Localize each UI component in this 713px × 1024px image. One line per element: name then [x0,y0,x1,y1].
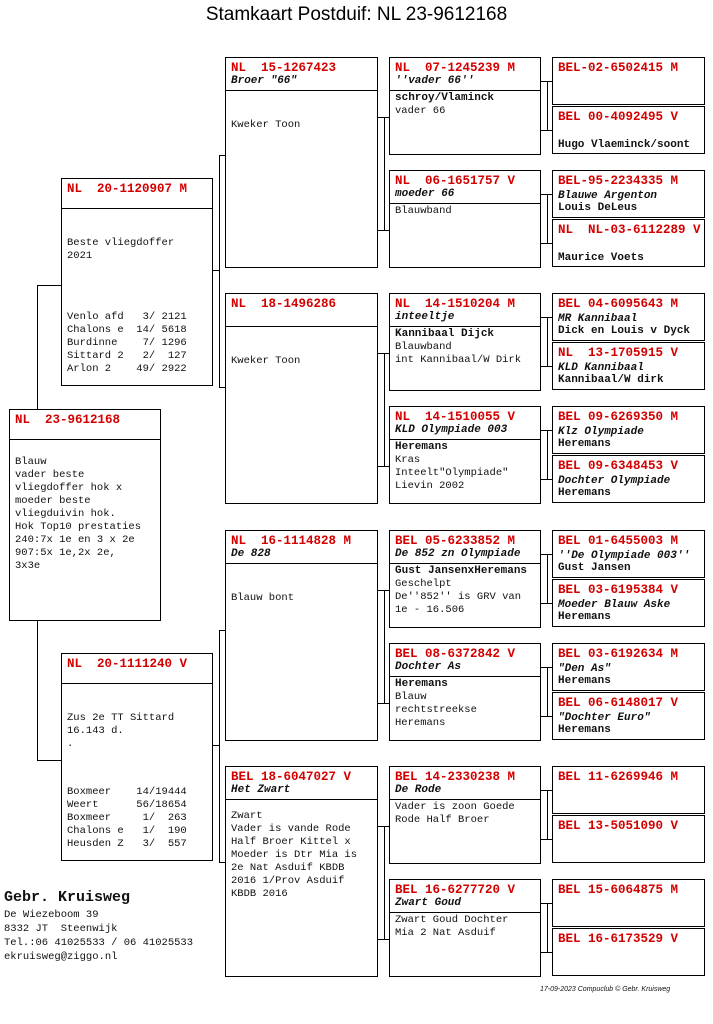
great-grandparent-header [390,58,540,91]
great-grandparent-notes [390,800,540,827]
note-line: rechtstreekse [395,704,477,716]
connector-line [219,155,225,156]
ancestor-details [553,833,704,835]
dam-ring: NL 20-1111240 V [67,657,188,671]
note-line: int Kannibaal/W Dirk [395,354,522,366]
note-line: Lievin 2002 [395,480,465,492]
breeder-address: De Wiezeboom 39 [4,909,99,921]
connector-line [547,130,552,131]
connector-line [547,903,548,952]
great-grandparent-name: Dochter As [395,661,462,673]
ancestor-name: Klz Olympiade [558,426,644,438]
result-line: Heusden Z 3/ 557 [67,838,187,850]
connector-line [547,903,552,904]
great-grandparent-card [389,643,541,741]
ancestor-card [552,106,705,154]
ancestor-card [552,928,705,976]
note-line: vliegduivin hok. [15,508,116,520]
ancestor-owner: Louis DeLeus [558,202,638,214]
great-grandparent-name: KLD Olympiade 003 [395,424,508,436]
connector-line [547,194,548,243]
great-grandparent-ring: BEL 16-6277720 V [395,883,516,897]
note-line: Zwart Goud Dochter [395,914,509,926]
note-line: Kweker Toon [231,355,301,367]
connector-line [384,826,389,827]
note-line: Beste vliegdoffer [67,237,175,249]
great-grandparent-name: Zwart Goud [395,897,462,909]
great-grandparent-name: moeder 66 [395,188,455,200]
ancestor-ring: BEL 09-6348453 V [558,459,679,473]
great-grandparent-notes [390,91,540,118]
connector-line [219,630,225,631]
ancestor-card [552,643,705,691]
note-line: Kras [395,454,421,466]
connector-line [547,430,552,431]
footer-credit: 17-09-2023 Compuclub © Gebr. Kruisweg [540,986,671,993]
ancestor-ring: BEL 13-5051090 V [558,819,679,833]
ancestor-ring: BEL 00-4092495 V [558,110,679,124]
connector-line [219,155,220,387]
sire-card [61,178,213,386]
ancestor-name: Blauwe Argenton [558,190,658,202]
grandparent-notes [226,564,377,605]
ancestor-card [552,455,705,503]
connector-line [547,317,548,366]
note-line: Vader is vande Rode [231,823,351,835]
connector-line [384,590,385,703]
sire-header [62,179,212,209]
dam-results [62,782,192,851]
note-line: 907:5x 1e,2x 2e, [15,547,116,559]
great-grandparent-header [390,294,540,327]
ancestor-details [553,661,704,687]
ancestor-ring: BEL 04-6095643 M [558,297,679,311]
connector-line [547,790,548,839]
connector-line [547,317,552,318]
great-grandparent-owner: schroy/Vlaminck [395,92,495,104]
great-grandparent-notes [390,327,540,367]
dam-card [61,653,213,861]
connector-line [219,387,225,388]
note-line: Blauw [15,456,47,468]
ancestor-details [553,710,704,736]
great-grandparent-ring: BEL 05-6233852 M [395,534,516,548]
note-line: Heremans [395,717,446,729]
grandparent-notes [226,800,377,901]
main-bird-card [9,409,161,621]
connector-line [219,630,220,862]
grandparent-header [226,767,377,800]
ancestor-card [552,579,705,627]
sire-notes [62,209,212,263]
great-grandparent-notes [390,564,540,617]
grandparent-notes [226,327,377,368]
ancestor-card [552,692,705,740]
ancestor-name: Dochter Olympiade [558,475,671,487]
connector-line [547,81,548,130]
note-line: De''852'' is GRV van [395,591,522,603]
great-grandparent-card [389,293,541,391]
ancestor-card [552,530,705,578]
ancestor-ring: BEL 11-6269946 M [558,770,679,784]
ancestor-name: Moeder Blauw Aske [558,599,671,611]
connector-line [547,243,552,244]
grandparent-card [225,293,378,504]
connector-line [219,862,225,863]
note-line: 3x3e [15,560,41,572]
grandparent-header [226,58,377,91]
result-line: Venlo afd 3/ 2121 [67,311,187,323]
ancestor-ring: BEL 15-6064875 M [558,883,679,897]
great-grandparent-card [389,530,541,628]
connector-line [384,117,385,230]
breeder-phone: Tel.:06 41025533 / 06 41025533 [4,937,194,949]
great-grandparent-card [389,879,541,977]
dam-header [62,654,212,684]
main-bird-notes [10,440,160,573]
ancestor-ring: BEL 03-6192634 M [558,647,679,661]
grandparent-card [225,57,378,268]
connector-line [547,716,552,717]
grandparent-name: De 828 [231,548,271,560]
ancestor-details [553,311,704,337]
connector-line [384,353,389,354]
great-grandparent-owner: Heremans [395,441,448,453]
note-line: Kweker Toon [231,119,301,131]
note-line: 2021 [67,250,93,262]
great-grandparent-owner: Kannibaal Dijck [395,328,495,340]
grandparent-ring: BEL 18-6047027 V [231,770,352,784]
ancestor-details [553,360,704,386]
note-line: vader 66 [395,105,446,117]
ancestor-details [553,124,704,151]
great-grandparent-header [390,880,540,913]
connector-line [384,117,389,118]
great-grandparent-ring: NL 06-1651757 V [395,174,516,188]
ancestor-ring: BEL 16-6173529 V [558,932,679,946]
ancestor-details [553,188,704,214]
connector-line [547,603,552,604]
great-grandparent-notes [390,913,540,940]
great-grandparent-card [389,406,541,504]
note-line: Moeder is Dtr Mia is [231,849,358,861]
note-line: Vader is zoon Goede [395,801,515,813]
grandparent-ring: NL 16-1114828 M [231,534,352,548]
ancestor-card [552,342,705,390]
ancestor-card [552,879,705,927]
ancestor-card [552,766,705,814]
note-line: Half Broer Kittel x [231,836,351,848]
note-line: Blauwband [395,341,452,353]
dam-notes [62,684,212,751]
great-grandparent-owner: Heremans [395,678,448,690]
ancestor-owner: Gust Jansen [558,562,631,574]
ancestor-ring: NL 13-1705915 V [558,346,679,360]
result-line: Sittard 2 2/ 127 [67,350,187,362]
great-grandparent-notes [390,440,540,493]
connector-line [547,81,552,82]
ancestor-ring: BEL-95-2234335 M [558,174,679,188]
note-line: 2e Nat Asduif KBDB [231,862,345,874]
grandparent-card [225,530,378,741]
connector-line [547,194,552,195]
breeder-name: Gebr. Kruisweg [4,889,131,906]
ancestor-details [553,597,704,623]
note-line: moeder beste [15,495,91,507]
connector-line [384,466,389,467]
great-grandparent-name: De 852 zn Olympiade [395,548,521,560]
ancestor-name: MR Kannibaal [558,313,638,325]
ancestor-details [553,424,704,450]
ancestor-details [553,75,704,77]
grandparent-name: Het Zwart [231,784,291,796]
great-grandparent-ring: NL 14-1510055 V [395,410,516,424]
sire-ring: NL 20-1120907 M [67,182,188,196]
ancestor-card [552,170,705,218]
great-grandparent-card [389,170,541,268]
note-line: Blauw bont [231,592,295,604]
connector-line [547,839,552,840]
note-line: 2016 1/Prov Asduif [231,875,345,887]
great-grandparent-header [390,407,540,440]
ancestor-ring: BEL 06-6148017 V [558,696,679,710]
ancestor-name: "Den As" [558,663,611,675]
result-line: Arlon 2 49/ 2922 [67,363,187,375]
note-line: KBDB 2016 [231,888,288,900]
connector-line [37,285,61,286]
note-line: Zwart [231,810,263,822]
result-line: Weert 56/18654 [67,799,187,811]
connector-line [384,353,385,466]
note-line: Hok Top10 prestaties [15,521,142,533]
great-grandparent-name: De Rode [395,784,442,796]
ancestor-details [553,897,704,899]
result-line: Boxmeer 1/ 263 [67,812,187,824]
note-line: vader beste [15,469,85,481]
main-bird-ring: NL 23-9612168 [15,413,121,427]
ancestor-details [553,946,704,948]
connector-line [547,667,552,668]
note-line: . [67,738,74,750]
result-line: Burdinne 7/ 1296 [67,337,187,349]
great-grandparent-name: ''vader 66'' [395,75,475,87]
connector-line [547,366,552,367]
ancestor-ring: BEL 01-6455003 M [558,534,679,548]
great-grandparent-ring: BEL 08-6372842 V [395,647,516,661]
ancestor-details [553,548,704,574]
ancestor-owner: Maurice Voets [558,252,644,264]
connector-line [384,590,389,591]
ancestor-details [553,237,704,264]
ancestor-card [552,293,705,341]
ancestor-card [552,57,705,105]
note-line: Inteelt"Olympiade" [395,467,509,479]
ancestor-ring: BEL 09-6269350 M [558,410,679,424]
connector-line [547,952,552,953]
connector-line [384,230,389,231]
result-line: Boxmeer 14/19444 [67,786,187,798]
breeder-info [4,888,193,964]
great-grandparent-header [390,644,540,677]
great-grandparent-ring: NL 07-1245239 M [395,61,516,75]
connector-line [547,554,548,603]
note-line: vliegdoffer hok x [15,482,123,494]
connector-line [384,703,389,704]
result-line: Chalons e 14/ 5618 [67,324,187,336]
grandparent-name: Broer "66" [231,75,298,87]
page-title: Stamkaart Postduif: NL 23-9612168 [205,4,508,25]
sire-results [62,307,192,376]
grandparent-header [226,294,377,327]
connector-line [37,760,61,761]
ancestor-owner: Hugo Vlaeminck/soont [558,139,691,151]
note-line: Mia 2 Nat Asduif [395,927,496,939]
note-line: Blauwband [395,205,452,217]
great-grandparent-notes [390,204,540,218]
connector-line [384,826,385,939]
connector-line [547,790,552,791]
great-grandparent-header [390,767,540,800]
ancestor-ring: BEL 03-6195384 V [558,583,679,597]
great-grandparent-ring: BEL 14-2330238 M [395,770,516,784]
great-grandparent-ring: NL 14-1510204 M [395,297,516,311]
ancestor-owner: Heremans [558,487,611,499]
result-line: Chalons e 1/ 190 [67,825,187,837]
connector-line [547,554,552,555]
great-grandparent-header [390,531,540,564]
great-grandparent-owner: Gust JansenxHeremans [395,565,528,577]
ancestor-details [553,473,704,499]
ancestor-details [553,784,704,786]
ancestor-name: "Dochter Euro" [558,712,651,724]
ancestor-owner: Heremans [558,724,611,736]
connector-line [547,479,552,480]
ancestor-name: ''De Olympiade 003'' [558,550,691,562]
great-grandparent-header [390,171,540,204]
connector-line [547,430,548,479]
note-line: Zus 2e TT Sittard [67,712,175,724]
grandparent-header [226,531,377,564]
ancestor-owner: Dick en Louis v Dyck [558,325,691,337]
ancestor-card [552,406,705,454]
note-line: Geschelpt [395,578,452,590]
ancestor-owner: Heremans [558,438,611,450]
note-line: Blauw [395,691,427,703]
ancestor-card [552,815,705,863]
great-grandparent-notes [390,677,540,730]
grandparent-notes [226,91,377,132]
grandparent-ring: NL 15-1267423 [231,61,337,75]
great-grandparent-name: inteeltje [395,311,455,323]
breeder-email: ekruisweg@ziggo.nl [4,951,118,963]
connector-line [37,285,38,409]
great-grandparent-card [389,766,541,864]
connector-line [37,621,38,761]
connector-line [547,667,548,716]
note-line: 1e - 16.506 [395,604,465,616]
connector-line [384,939,389,940]
ancestor-ring: NL NL-03-6112289 V [558,223,701,237]
grandparent-card [225,766,378,977]
note-line: Rode Half Broer [395,814,490,826]
main-bird-header [10,410,160,440]
ancestor-owner: Kannibaal/W dirk [558,374,664,386]
note-line: 240:7x 1e en 3 x 2e [15,534,135,546]
ancestor-name: KLD Kannibaal [558,362,644,374]
breeder-city: 8332 JT Steenwijk [4,923,118,935]
ancestor-card [552,219,705,267]
ancestor-owner: Heremans [558,611,611,623]
great-grandparent-card [389,57,541,155]
ancestor-owner: Heremans [558,675,611,687]
ancestor-ring: BEL-02-6502415 M [558,61,679,75]
note-line: 16.143 d. [67,725,124,737]
grandparent-ring: NL 18-1496286 [231,297,337,311]
